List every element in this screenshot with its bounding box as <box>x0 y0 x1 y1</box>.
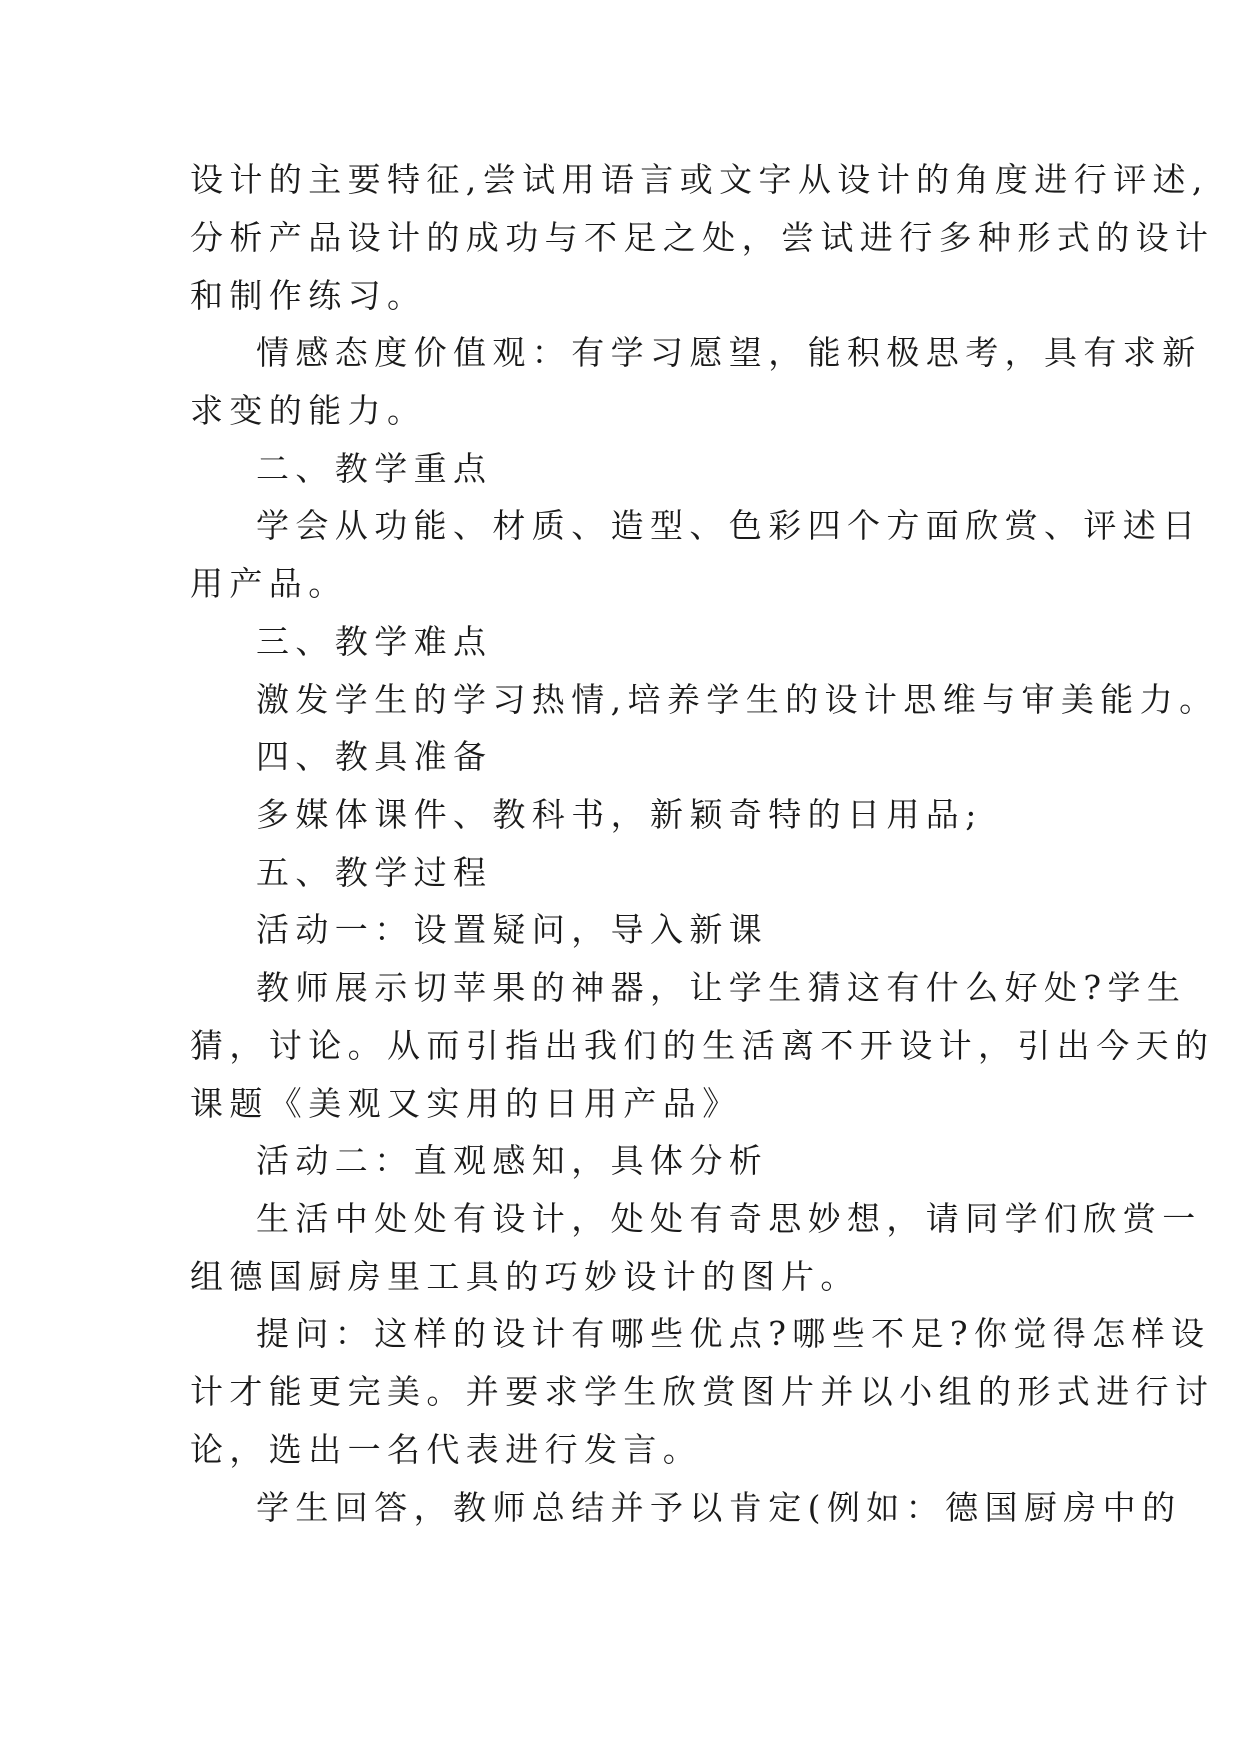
section-heading: 二、教学重点 <box>256 449 493 488</box>
paragraph-line: 情感态度价值观：有学习愿望，能积极思考，具有求新 <box>256 333 1202 372</box>
paragraph-line: 学会从功能、材质、造型、色彩四个方面欣赏、评述日 <box>256 506 1202 545</box>
text-line: 猜，讨论。从而引指出我们的生活离不开设计，引出今天的 <box>190 1026 1215 1065</box>
text-line: 课题《美观又实用的日用产品》 <box>190 1084 742 1123</box>
subsection-heading: 活动二：直观感知，具体分析 <box>256 1141 769 1180</box>
paragraph-line: 提问：这样的设计有哪些优点?哪些不足?你觉得怎样设 <box>256 1314 1211 1353</box>
text-line: 和制作练习。 <box>190 276 427 315</box>
paragraph-line: 多媒体课件、教科书，新颖奇特的日用品; <box>256 795 983 834</box>
text-line: 设计的主要特征,尝试用语言或文字从设计的角度进行评述, <box>190 160 1209 199</box>
text-line: 计才能更完美。并要求学生欣赏图片并以小组的形式进行讨 <box>190 1372 1215 1411</box>
subsection-heading: 活动一：设置疑问，导入新课 <box>256 910 769 949</box>
text-line: 求变的能力。 <box>190 391 427 430</box>
section-heading: 五、教学过程 <box>256 853 493 892</box>
section-heading: 三、教学难点 <box>256 622 493 661</box>
text-line: 用产品。 <box>190 564 348 603</box>
paragraph-line: 学生回答，教师总结并予以肯定(例如：德国厨房中的 <box>256 1488 1182 1527</box>
paragraph-line: 生活中处处有设计，处处有奇思妙想，请同学们欣赏一 <box>256 1199 1202 1238</box>
section-heading: 四、教具准备 <box>256 737 493 776</box>
text-line: 组德国厨房里工具的巧妙设计的图片。 <box>190 1257 860 1296</box>
paragraph-line: 激发学生的学习热情,培养学生的设计思维与审美能力。 <box>256 680 1219 719</box>
paragraph-line: 教师展示切苹果的神器，让学生猜这有什么好处?学生 <box>256 968 1187 1007</box>
text-line: 论，选出一名代表进行发言。 <box>190 1430 703 1469</box>
text-line: 分析产品设计的成功与不足之处，尝试进行多种形式的设计 <box>190 218 1215 257</box>
